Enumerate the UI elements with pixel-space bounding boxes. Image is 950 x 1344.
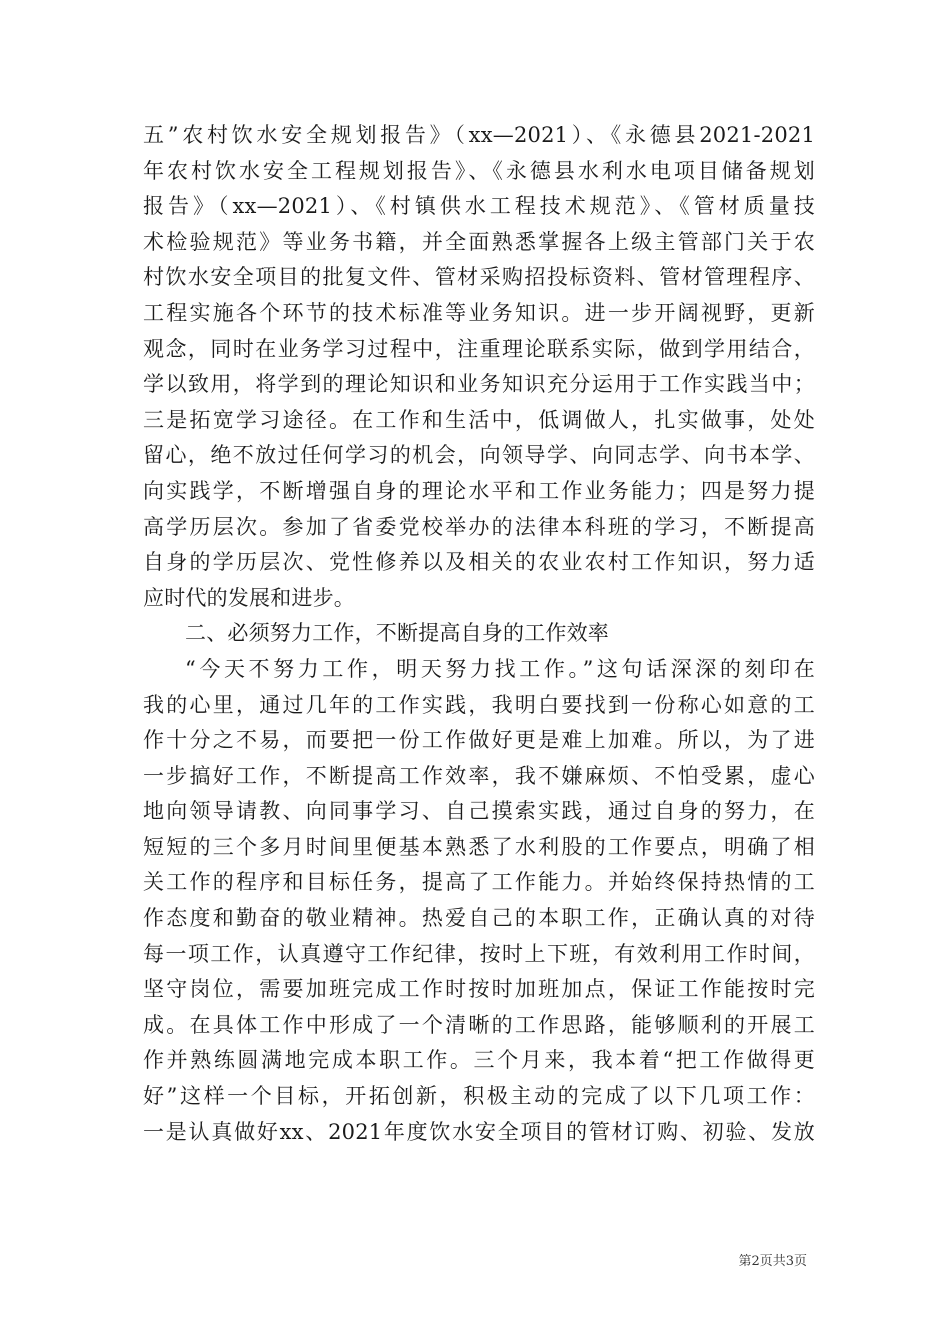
document-body — [143, 118, 815, 1150]
page-number: 第2页共3页 — [738, 1254, 807, 1269]
text-line: 应时代的发展和进步。 — [143, 585, 355, 610]
text-line: 好”这样一个目标，开拓创新，积极主动的完成了以下几项工作： — [143, 1084, 815, 1109]
text-line: “今天不努力工作，明天努力找工作。”这句话深深的刻印在 — [185, 656, 815, 681]
text-line: 观念，同时在业务学习过程中，注重理论联系实际，做到学用结合， — [143, 336, 815, 361]
text-line: 关工作的程序和目标任务，提高了工作能力。并始终保持热情的工 — [143, 870, 815, 895]
text-line: 报告》（xx—2021）、《村镇供水工程技术规范》、《管材质量技 — [143, 194, 815, 219]
text-line: 作并熟练圆满地完成本职工作。三个月来，我本着“把工作做得更 — [143, 1048, 815, 1073]
text-line: 自身的学历层次、党性修养以及相关的农业农村工作知识，努力适 — [143, 550, 815, 575]
text-line: 五”农村饮水安全规划报告》（xx—2021）、《永德县2021-2021 — [143, 123, 815, 147]
text-line: 学以致用，将学到的理论知识和业务知识充分运用于工作实践当中； — [143, 372, 815, 397]
text-line: 年农村饮水安全工程规划报告》、《永德县水利水电项目储备规划 — [143, 158, 815, 183]
text-line: 一步搞好工作，不断提高工作效率，我不嫌麻烦、不怕受累，虚心 — [143, 763, 815, 788]
text-line: 留心，绝不放过任何学习的机会，向领导学、向同志学、向书本学、 — [143, 443, 815, 468]
text-line: 短短的三个多月时间里便基本熟悉了水利股的工作要点，明确了相 — [143, 834, 815, 859]
text-line: 高学历层次。参加了省委党校举办的法律本科班的学习，不断提高 — [143, 514, 815, 539]
text-line: 向实践学，不断增强自身的理论水平和工作业务能力；四是努力提 — [143, 478, 815, 503]
text-line: 每一项工作，认真遵守工作纪律，按时上下班，有效利用工作时间， — [143, 941, 815, 966]
text-line: 二、必须努力工作，不断提高自身的工作效率 — [185, 621, 609, 646]
text-line: 术检验规范》等业务书籍，并全面熟悉掌握各上级主管部门关于农 — [143, 229, 815, 254]
text-line: 工程实施各个环节的技术标准等业务知识。进一步开阔视野，更新 — [143, 300, 815, 325]
text-line: 三是拓宽学习途径。在工作和生活中，低调做人，扎实做事，处处 — [143, 407, 815, 432]
text-line: 作态度和勤奋的敬业精神。热爱自己的本职工作，正确认真的对待 — [143, 906, 815, 931]
text-line: 村饮水安全项目的批复文件、管材采购招投标资料、管材管理程序、 — [143, 265, 815, 290]
text-line: 作十分之不易，而要把一份工作做好更是难上加难。所以，为了进 — [143, 728, 815, 753]
text-line: 地向领导请教、向同事学习、自己摸索实践，通过自身的努力，在 — [143, 799, 815, 824]
text-line: 坚守岗位，需要加班完成工作时按时加班加点，保证工作能按时完 — [143, 977, 815, 1002]
text-line: 成。在具体工作中形成了一个清晰的工作思路，能够顺利的开展工 — [143, 1012, 815, 1037]
text-line: 我的心里，通过几年的工作实践，我明白要找到一份称心如意的工 — [143, 692, 815, 717]
text-line: 一是认真做好xx、2021年度饮水安全项目的管材订购、初验、发放 — [143, 1119, 815, 1144]
